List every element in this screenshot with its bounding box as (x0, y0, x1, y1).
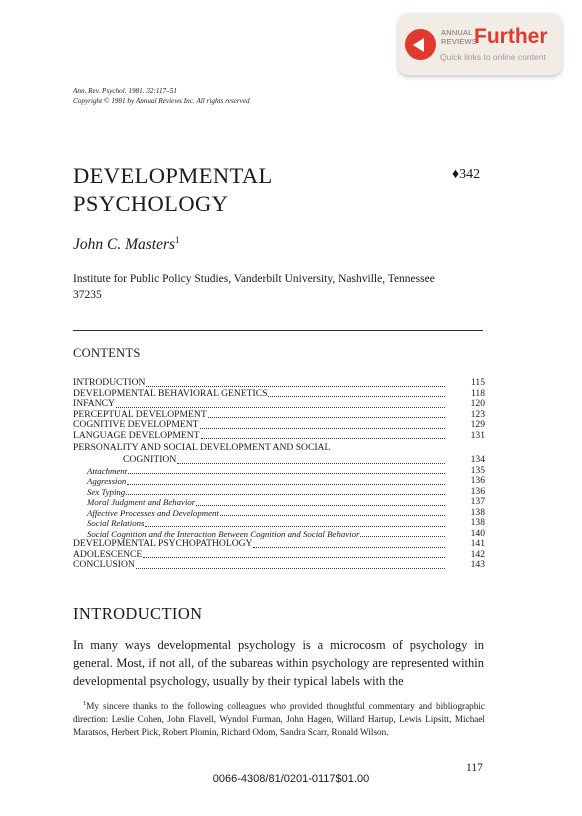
toc-label: PERCEPTUAL DEVELOPMENT (73, 408, 207, 420)
toc-label: INFANCY (73, 398, 115, 409)
toc-subentry[interactable] (73, 476, 485, 487)
toc-label: Moral Judgment and Behavior (87, 497, 196, 507)
toc-leader (126, 494, 445, 495)
play-icon[interactable] (405, 29, 436, 60)
issn-code: 0066-4308/81/0201-0117$01.00 (212, 773, 370, 785)
toc-leader (177, 463, 445, 464)
toc-entry[interactable] (73, 420, 485, 431)
footnote-text: My sincere thanks to the following colleagues who provided thoughtful commentary and bibliographic direction: Leslie Cohen, John Flavell, Wyndol Furman, John Hagen, Willard Hartup, Lewis Lipsitt, Michael Maratsos, Herbert Pick, Robert Plomin, Richard Odom, Sandra Scarr, Ronald Wilson. (73, 701, 485, 738)
toc-label: DEVELOPMENTAL PSYCHOPATHOLOGY (73, 538, 253, 549)
badge-tagline[interactable]: Quick links to online content (440, 52, 546, 62)
toc-entry-continuation[interactable] (73, 453, 485, 466)
toc-entry[interactable] (73, 560, 485, 571)
toc-subentry[interactable] (73, 518, 485, 529)
toc-label-continued: COGNITION (123, 454, 177, 465)
toc-page: 136 (470, 485, 485, 497)
toc-subentry[interactable] (73, 497, 485, 508)
title-line-2: PSYCHOLOGY (73, 191, 229, 216)
toc-entry[interactable] (73, 389, 485, 400)
toc-label: CONCLUSION (73, 559, 135, 570)
toc-page: 123 (470, 408, 485, 420)
article-code: ♦342 (452, 167, 481, 182)
toc-leader (136, 568, 445, 569)
toc-leader (146, 386, 445, 387)
toc-page: 120 (470, 398, 485, 409)
toc-page: 141 (470, 538, 485, 549)
toc-label: Social Relations (87, 518, 145, 528)
toc-page: 140 (470, 527, 485, 539)
page-title (73, 162, 413, 218)
toc-label: Attachment (87, 465, 128, 476)
toc-page: 131 (470, 429, 485, 441)
toc-subentry[interactable] (73, 466, 485, 477)
toc-leader (220, 515, 445, 516)
toc-page: 142 (470, 548, 485, 560)
section-heading: INTRODUCTION (73, 604, 203, 623)
toc-label: Aggression (87, 476, 127, 486)
journal-citation: Ann. Rev. Psychol. 1981. 32:117–51 (73, 87, 177, 95)
toc-page: 136 (470, 475, 485, 486)
toc-leader (196, 505, 445, 506)
toc-leader (128, 473, 445, 474)
toc-entry[interactable] (73, 378, 485, 389)
toc-page: 115 (470, 377, 485, 388)
toc-page: 143 (470, 559, 485, 570)
toc-subentry[interactable] (73, 508, 485, 519)
title-line-1: DEVELOPMENTAL (73, 163, 273, 188)
toc-leader (360, 536, 445, 537)
toc-leader (116, 407, 445, 408)
toc-page: 138 (470, 506, 485, 518)
toc-label: Sex Typing (87, 486, 126, 497)
toc-label: PERSONALITY AND SOCIAL DEVELOPMENT AND SOCIAL (73, 441, 331, 453)
section-divider (73, 330, 483, 331)
page-number: 117 (466, 762, 483, 774)
toc-leader (268, 396, 445, 397)
toc-page: 137 (470, 496, 485, 507)
body-paragraph: In many ways developmental psychology is a microcosm of psychology in general. Most, if not all, of the subareas within psychology are represented within developmental psychology, usually by their typical labels with the (73, 638, 484, 688)
toc-page: 138 (470, 517, 485, 528)
contents-heading: CONTENTS (73, 346, 141, 360)
toc-entry[interactable] (73, 431, 485, 442)
toc-leader (200, 428, 445, 429)
toc-label: INTRODUCTION (73, 377, 146, 388)
copyright-notice: Copyright © 1981 by Annual Reviews Inc. All rights reserved (73, 97, 250, 105)
author-name (73, 235, 180, 254)
toc-label: LANGUAGE DEVELOPMENT (73, 429, 200, 441)
toc-label: COGNITIVE DEVELOPMENT (73, 419, 199, 430)
toc-leader (208, 417, 445, 418)
toc-page: 118 (470, 387, 485, 399)
toc-label: Social Cognition and the Interaction Between Cognition and Social Behavior (87, 528, 360, 539)
badge-line2: REVIEWS (441, 37, 477, 46)
toc-entry[interactable] (73, 539, 485, 550)
toc-label: ADOLESCENCE (73, 548, 143, 560)
badge-further-label[interactable]: Further (474, 25, 548, 48)
toc-entry[interactable] (73, 399, 485, 410)
toc-label: Affective Processes and Development (87, 507, 219, 518)
toc-leader (143, 557, 445, 558)
toc-page: 135 (470, 464, 485, 476)
toc-page: 134 (470, 454, 485, 465)
author-footnote-mark: 1 (175, 235, 180, 245)
author-affiliation: Institute for Public Policy Studies, Vanderbilt University, Nashville, Tennessee 37235 (73, 273, 435, 301)
toc-leader (145, 526, 445, 527)
badge-line1: ANNUAL (441, 28, 473, 37)
toc-leader (127, 484, 445, 485)
toc-label: DEVELOPMENTAL BEHAVIORAL GENETICS (73, 387, 268, 399)
footnote (73, 697, 485, 739)
table-of-contents (73, 378, 485, 571)
footnote-mark: 1 (83, 700, 87, 707)
author-name-text: John C. Masters (73, 236, 176, 254)
badge-annual-reviews (441, 28, 477, 46)
toc-leader (201, 438, 445, 439)
toc-page: 129 (470, 419, 485, 430)
toc-entry-first-line[interactable] (73, 441, 485, 453)
toc-subentry[interactable] (73, 487, 485, 498)
toc-leader (253, 547, 445, 548)
